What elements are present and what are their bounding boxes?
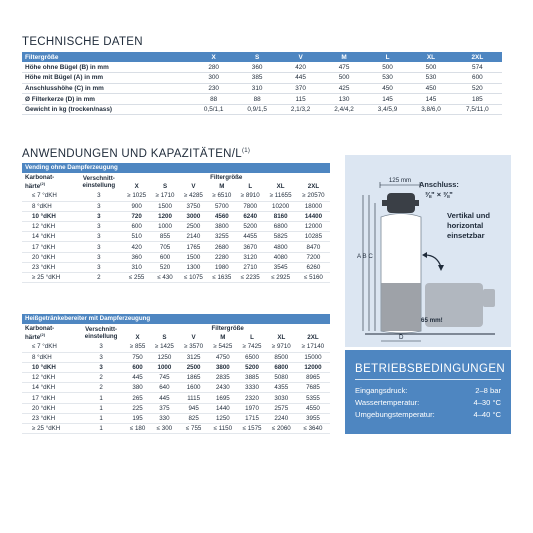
table-cell: 6800 bbox=[267, 362, 296, 372]
table-row bbox=[22, 393, 330, 403]
table-cell: 1500 bbox=[179, 252, 207, 262]
orientation-line-2: horizontal bbox=[447, 221, 484, 230]
table-cell: ≥ 3570 bbox=[179, 342, 208, 352]
table-cell: 2680 bbox=[208, 242, 236, 252]
carbonate-hardness-header: Karbonat- härte$^{(2)}$ bbox=[25, 173, 55, 191]
table-cell: 8965 bbox=[296, 373, 330, 383]
table-cell: 18000 bbox=[297, 201, 330, 211]
table-row bbox=[22, 413, 330, 423]
hardness-label: ≤ 7 °dKH bbox=[22, 342, 77, 352]
diameter-label: D bbox=[399, 334, 404, 341]
size-header: L bbox=[248, 183, 253, 190]
table-cell: 4080 bbox=[264, 252, 296, 262]
table-cell: ≥ 855 bbox=[125, 342, 149, 352]
table-cell: 450 bbox=[409, 83, 452, 94]
hardness-label: 8 °dKH bbox=[22, 201, 75, 211]
table-cell: 2 bbox=[77, 383, 126, 393]
carbonate-hardness-header: Karbonat- härte$^{(2)}$ bbox=[25, 324, 55, 342]
table-cell: 2,4/4,2 bbox=[322, 104, 365, 115]
table-cell: 2 bbox=[75, 273, 122, 283]
size-header: X bbox=[134, 183, 139, 190]
table-cell: 310 bbox=[235, 83, 278, 94]
table-cell: 6500 bbox=[237, 352, 266, 362]
hot-table-title: Heißgetränkebereiter mit Dampferzeugung bbox=[22, 314, 330, 324]
table-cell: 3 bbox=[75, 211, 122, 221]
table-cell: 705 bbox=[151, 242, 179, 252]
table-cell: 2835 bbox=[208, 373, 237, 383]
table-row bbox=[22, 362, 330, 372]
table-cell: 520 bbox=[453, 83, 502, 94]
hardness-label: 14 °dKH bbox=[22, 232, 75, 242]
table-cell: 600 bbox=[122, 222, 150, 232]
table-row bbox=[22, 403, 330, 413]
table-cell: 370 bbox=[279, 83, 322, 94]
table-cell: ≤ 755 bbox=[179, 424, 208, 434]
table-cell: 265 bbox=[125, 393, 149, 403]
table-cell: 360 bbox=[122, 252, 150, 262]
table-cell: ≤ 1075 bbox=[179, 273, 207, 283]
table-cell: 1970 bbox=[237, 403, 266, 413]
table-cell: 1765 bbox=[179, 242, 207, 252]
table-cell: 15000 bbox=[296, 352, 330, 362]
row-label: Höhe mit Bügel (A) in mm bbox=[22, 73, 192, 84]
table-row bbox=[22, 201, 330, 211]
hardness-label: 23 °dKH bbox=[22, 413, 77, 423]
technical-data-header-row bbox=[22, 52, 502, 62]
operating-conditions-panel bbox=[345, 350, 511, 434]
table-cell: 5355 bbox=[296, 393, 330, 403]
table-cell: 3000 bbox=[179, 211, 207, 221]
table-cell: 2,1/3,2 bbox=[279, 104, 322, 115]
table-cell: 3 bbox=[75, 222, 122, 232]
table-cell: ≤ 3640 bbox=[296, 424, 330, 434]
table-cell: 1 bbox=[77, 424, 126, 434]
table-cell: 3 bbox=[75, 262, 122, 272]
table-cell: 3,4/5,9 bbox=[366, 104, 409, 115]
table-cell: 330 bbox=[150, 413, 179, 423]
table-cell: 475 bbox=[322, 62, 365, 73]
table-cell: ≥ 5425 bbox=[208, 342, 237, 352]
table-cell: ≤ 255 bbox=[122, 273, 150, 283]
table-cell: 195 bbox=[125, 413, 149, 423]
table-cell: 825 bbox=[179, 413, 208, 423]
table-cell: 4800 bbox=[264, 242, 296, 252]
table-cell: 145 bbox=[366, 94, 409, 105]
table-cell: ≤ 180 bbox=[125, 424, 149, 434]
anschluss-value: ⅜" × ⅜" bbox=[425, 190, 453, 199]
table-cell: 1115 bbox=[179, 393, 208, 403]
table-cell: 720 bbox=[122, 211, 150, 221]
table-cell: 1300 bbox=[179, 262, 207, 272]
operating-conditions-title: BETRIEBSBEDINGUNGEN bbox=[355, 363, 506, 375]
hardness-label: ≥ 25 °dKH bbox=[22, 273, 75, 283]
table-cell: ≥ 20570 bbox=[297, 191, 330, 201]
size-header: V bbox=[191, 334, 196, 341]
hardness-label: 8 °dKH bbox=[22, 352, 77, 362]
size-header: 2XL bbox=[307, 183, 320, 190]
table-cell: 445 bbox=[125, 373, 149, 383]
table-cell: 300 bbox=[192, 73, 235, 84]
filter-dimension-diagram bbox=[345, 155, 511, 347]
table-cell: 1200 bbox=[151, 211, 179, 221]
table-cell: 2240 bbox=[267, 413, 296, 423]
table-cell: ≥ 1425 bbox=[150, 342, 179, 352]
hardness-label: 23 °dKH bbox=[22, 262, 75, 272]
table-row bbox=[22, 94, 502, 105]
hardness-label: 20 °dKH bbox=[22, 403, 77, 413]
table-cell: 500 bbox=[322, 73, 365, 84]
table-cell: ≤ 1635 bbox=[208, 273, 236, 283]
table-cell: 750 bbox=[125, 352, 149, 362]
table-cell: 10285 bbox=[297, 232, 330, 242]
filter-head bbox=[387, 193, 415, 213]
table-cell: 1 bbox=[77, 403, 126, 413]
table-cell: 855 bbox=[151, 232, 179, 242]
size-header: 2XL bbox=[307, 334, 319, 341]
table-cell: 2710 bbox=[236, 262, 264, 272]
section-title-anwendungen: ANWENDUNGEN UND KAPAZITÄTEN/$L^{(1)}$ bbox=[22, 148, 251, 160]
table-cell: ≤ 2235 bbox=[236, 273, 264, 283]
size-header: L bbox=[366, 52, 409, 62]
table-cell: 8470 bbox=[297, 242, 330, 252]
table-cell: 2500 bbox=[179, 362, 208, 372]
table-cell: 310 bbox=[122, 262, 150, 272]
table-cell: ≤ 1150 bbox=[208, 424, 237, 434]
table-cell: 360 bbox=[235, 62, 278, 73]
filter-drawing bbox=[345, 155, 511, 347]
table-row bbox=[22, 373, 330, 383]
table-cell: 3 bbox=[77, 342, 126, 352]
hardness-label: 17 °dKH bbox=[22, 242, 75, 252]
table-cell: 10200 bbox=[264, 201, 296, 211]
table-cell: 5200 bbox=[236, 222, 264, 232]
hardness-label: 12 °dKH bbox=[22, 222, 75, 232]
hardness-label: ≤ 7 °dKH bbox=[22, 191, 75, 201]
table-cell: 3 bbox=[75, 191, 122, 201]
table-cell: 2430 bbox=[208, 383, 237, 393]
table-cell: 14400 bbox=[297, 211, 330, 221]
table-cell: 450 bbox=[366, 83, 409, 94]
table-cell: ≥ 4285 bbox=[179, 191, 207, 201]
table-cell: 3 bbox=[75, 232, 122, 242]
table-cell: 745 bbox=[150, 373, 179, 383]
table-cell: 280 bbox=[192, 62, 235, 73]
table-cell: 1500 bbox=[151, 201, 179, 211]
table-cell: 7685 bbox=[296, 383, 330, 393]
table-cell: ≥ 9710 bbox=[267, 342, 296, 352]
table-cell: 1 bbox=[77, 413, 126, 423]
table-cell: 3750 bbox=[179, 201, 207, 211]
table-row bbox=[22, 73, 502, 84]
size-header: X bbox=[192, 52, 235, 62]
table-cell: 3125 bbox=[179, 352, 208, 362]
table-row bbox=[22, 262, 330, 272]
table-cell: 2500 bbox=[179, 222, 207, 232]
table-cell: 3330 bbox=[237, 383, 266, 393]
table-cell: ≤ 5160 bbox=[297, 273, 330, 283]
table-cell: ≤ 2925 bbox=[264, 273, 296, 283]
filter-cartridge-lower bbox=[382, 283, 421, 331]
table-cell: 2280 bbox=[208, 252, 236, 262]
size-header: 2XL bbox=[453, 52, 502, 62]
table-cell: 5825 bbox=[264, 232, 296, 242]
table-row bbox=[22, 424, 330, 434]
filter-size-header: Filtergröße bbox=[211, 325, 244, 332]
table-cell: 1865 bbox=[179, 373, 208, 383]
table-cell: 230 bbox=[192, 83, 235, 94]
table-cell: 3 bbox=[77, 362, 126, 372]
table-cell: 5080 bbox=[267, 373, 296, 383]
filter-size-header: Filtergröße bbox=[22, 52, 192, 62]
size-header: L bbox=[250, 334, 254, 341]
table-cell: 3 bbox=[77, 352, 126, 362]
table-cell: 4560 bbox=[208, 211, 236, 221]
table-cell: 3670 bbox=[236, 242, 264, 252]
table-cell: 1980 bbox=[208, 262, 236, 272]
width-label: 125 mm bbox=[388, 177, 412, 184]
table-cell: 3545 bbox=[264, 262, 296, 272]
hardness-label: 12 °dKH bbox=[22, 373, 77, 383]
table-cell: 12000 bbox=[297, 222, 330, 232]
section-title-technische-daten: TECHNISCHE DATEN bbox=[22, 36, 143, 48]
size-header: XL bbox=[409, 52, 452, 62]
dimension-abc-label: A B C bbox=[357, 253, 373, 260]
table-cell: 2140 bbox=[179, 232, 207, 242]
table-row bbox=[22, 352, 330, 362]
table-cell: ≤ 2060 bbox=[267, 424, 296, 434]
table-cell: 3 bbox=[75, 201, 122, 211]
table-cell: 4550 bbox=[296, 403, 330, 413]
vending-table-title: Vending ohne Dampferzeugung bbox=[22, 163, 330, 173]
table-cell: 420 bbox=[122, 242, 150, 252]
table-cell: ≥ 1025 bbox=[122, 191, 150, 201]
min-clearance-label: 65 mm! bbox=[421, 317, 443, 324]
table-row bbox=[22, 104, 502, 115]
operating-conditions-divider bbox=[355, 379, 501, 380]
table-row bbox=[22, 252, 330, 262]
table-cell: ≤ 1575 bbox=[237, 424, 266, 434]
table-cell: 1250 bbox=[150, 352, 179, 362]
table-cell: 3255 bbox=[208, 232, 236, 242]
row-label: Höhe ohne Bügel (B) in mm bbox=[22, 62, 192, 73]
table-cell: 7200 bbox=[297, 252, 330, 262]
size-header: M bbox=[219, 183, 225, 190]
table-cell: 640 bbox=[150, 383, 179, 393]
table-row bbox=[22, 211, 330, 221]
table-cell: ≥ 8910 bbox=[236, 191, 264, 201]
table-cell: 0,9/1,5 bbox=[235, 104, 278, 115]
table-cell: 7,5/11,0 bbox=[453, 104, 502, 115]
table-cell: 3120 bbox=[236, 252, 264, 262]
table-cell: 88 bbox=[192, 94, 235, 105]
table-cell: 425 bbox=[322, 83, 365, 94]
table-cell: 1440 bbox=[208, 403, 237, 413]
table-cell: 380 bbox=[125, 383, 149, 393]
table-cell: 900 bbox=[122, 201, 150, 211]
table-cell: 8160 bbox=[264, 211, 296, 221]
vending-capacity-table bbox=[22, 163, 330, 283]
table-cell: 4355 bbox=[267, 383, 296, 393]
table-cell: 2320 bbox=[237, 393, 266, 403]
blend-setting-header: Verschnitt- einstellung bbox=[84, 326, 118, 340]
table-cell: 385 bbox=[235, 73, 278, 84]
table-cell: 0,5/1,1 bbox=[192, 104, 235, 115]
hardness-label: 17 °dKH bbox=[22, 393, 77, 403]
size-header: S bbox=[162, 334, 167, 341]
table-cell: ≥ 6510 bbox=[208, 191, 236, 201]
row-label: Anschlusshöhe (C) in mm bbox=[22, 83, 192, 94]
table-cell: 500 bbox=[409, 62, 452, 73]
row-label: Gewicht in kg (trocken/nass) bbox=[22, 104, 192, 115]
size-header: S bbox=[162, 183, 168, 190]
table-cell: 3,8/6,0 bbox=[409, 104, 452, 115]
table-cell: ≥ 7425 bbox=[237, 342, 266, 352]
table-row bbox=[22, 383, 330, 393]
condition-row: Eingangsdruck: 2–8 bar bbox=[355, 386, 501, 395]
table-cell: 600 bbox=[151, 252, 179, 262]
table-cell: 500 bbox=[366, 62, 409, 73]
row-label: Ø Filterkerze (D) in mm bbox=[22, 94, 192, 105]
table-cell: 3800 bbox=[208, 362, 237, 372]
table-cell: 445 bbox=[150, 393, 179, 403]
table-cell: 1000 bbox=[150, 362, 179, 372]
table-row bbox=[22, 191, 330, 201]
table-cell: 1000 bbox=[151, 222, 179, 232]
orientation-line-3: einsetzbar bbox=[447, 231, 485, 240]
table-cell: 1600 bbox=[179, 383, 208, 393]
table-cell: 5700 bbox=[208, 201, 236, 211]
table-cell: 530 bbox=[366, 73, 409, 84]
table-cell: 4455 bbox=[236, 232, 264, 242]
size-header: V bbox=[279, 52, 322, 62]
table-cell: 530 bbox=[409, 73, 452, 84]
size-header: V bbox=[191, 183, 196, 190]
table-cell: 600 bbox=[453, 73, 502, 84]
size-header: S bbox=[235, 52, 278, 62]
table-cell: 1695 bbox=[208, 393, 237, 403]
size-header: M bbox=[322, 52, 365, 62]
table-cell: 3885 bbox=[237, 373, 266, 383]
table-row bbox=[22, 83, 502, 94]
table-row bbox=[22, 273, 330, 283]
table-cell: ≤ 300 bbox=[150, 424, 179, 434]
table-cell: 3030 bbox=[267, 393, 296, 403]
table-cell: 185 bbox=[453, 94, 502, 105]
orientation-line-1: Vertikal und bbox=[447, 211, 491, 220]
blend-setting-header: Verschnitt- einstellung bbox=[82, 175, 116, 189]
table-cell: 6260 bbox=[297, 262, 330, 272]
table-cell: 2575 bbox=[267, 403, 296, 413]
hardness-label: 10 °dKH bbox=[22, 362, 77, 372]
size-header: XL bbox=[277, 334, 286, 341]
table-cell: 3800 bbox=[208, 222, 236, 232]
hardness-label: ≥ 25 °dKH bbox=[22, 424, 77, 434]
table-cell: ≤ 430 bbox=[151, 273, 179, 283]
table-cell: 1715 bbox=[237, 413, 266, 423]
hardness-label: 20 °dKH bbox=[22, 252, 75, 262]
table-cell: 1 bbox=[77, 393, 126, 403]
table-cell: ≥ 17140 bbox=[296, 342, 330, 352]
table-cell: 520 bbox=[151, 262, 179, 272]
table-cell: 12000 bbox=[296, 362, 330, 372]
table-cell: 225 bbox=[125, 403, 149, 413]
technical-data-table bbox=[22, 52, 502, 115]
table-cell: 420 bbox=[279, 62, 322, 73]
table-cell: 445 bbox=[279, 73, 322, 84]
table-cell: 6800 bbox=[264, 222, 296, 232]
table-cell: 145 bbox=[409, 94, 452, 105]
table-cell: 600 bbox=[125, 362, 149, 372]
table-cell: 7800 bbox=[236, 201, 264, 211]
table-cell: ≥ 1710 bbox=[151, 191, 179, 201]
table-cell: 3955 bbox=[296, 413, 330, 423]
table-cell: 945 bbox=[179, 403, 208, 413]
table-cell: ≥ 11655 bbox=[264, 191, 296, 201]
table-row bbox=[22, 62, 502, 73]
table-cell: 8500 bbox=[267, 352, 296, 362]
size-header: XL bbox=[276, 183, 285, 190]
table-cell: 3 bbox=[75, 242, 122, 252]
table-cell: 5200 bbox=[237, 362, 266, 372]
table-row bbox=[22, 342, 330, 352]
header-row bbox=[22, 173, 330, 182]
table-cell: 115 bbox=[279, 94, 322, 105]
header-row bbox=[22, 324, 330, 333]
hardness-label: 14 °dKH bbox=[22, 383, 77, 393]
table-row bbox=[22, 232, 330, 242]
filter-size-header: Filtergröße bbox=[210, 174, 243, 181]
anschluss-label: Anschluss: bbox=[419, 180, 459, 189]
condition-row: Umgebungstemperatur: 4–40 °C bbox=[355, 410, 501, 419]
table-cell: 375 bbox=[150, 403, 179, 413]
table-row bbox=[22, 222, 330, 232]
table-cell: 574 bbox=[453, 62, 502, 73]
table-cell: 4750 bbox=[208, 352, 237, 362]
table-cell: 88 bbox=[235, 94, 278, 105]
condition-row: Wassertemperatur: 4–30 °C bbox=[355, 398, 501, 407]
hardness-label: 10 °dKH bbox=[22, 211, 75, 221]
table-cell: 2 bbox=[77, 373, 126, 383]
table-cell: 6240 bbox=[236, 211, 264, 221]
table-cell: 1250 bbox=[208, 413, 237, 423]
table-cell: 3 bbox=[75, 252, 122, 262]
table-row bbox=[22, 242, 330, 252]
size-header: M bbox=[220, 334, 226, 341]
size-header: X bbox=[135, 334, 140, 341]
table-cell: 130 bbox=[322, 94, 365, 105]
table-cell: 510 bbox=[122, 232, 150, 242]
hot-beverage-capacity-table bbox=[22, 314, 330, 434]
